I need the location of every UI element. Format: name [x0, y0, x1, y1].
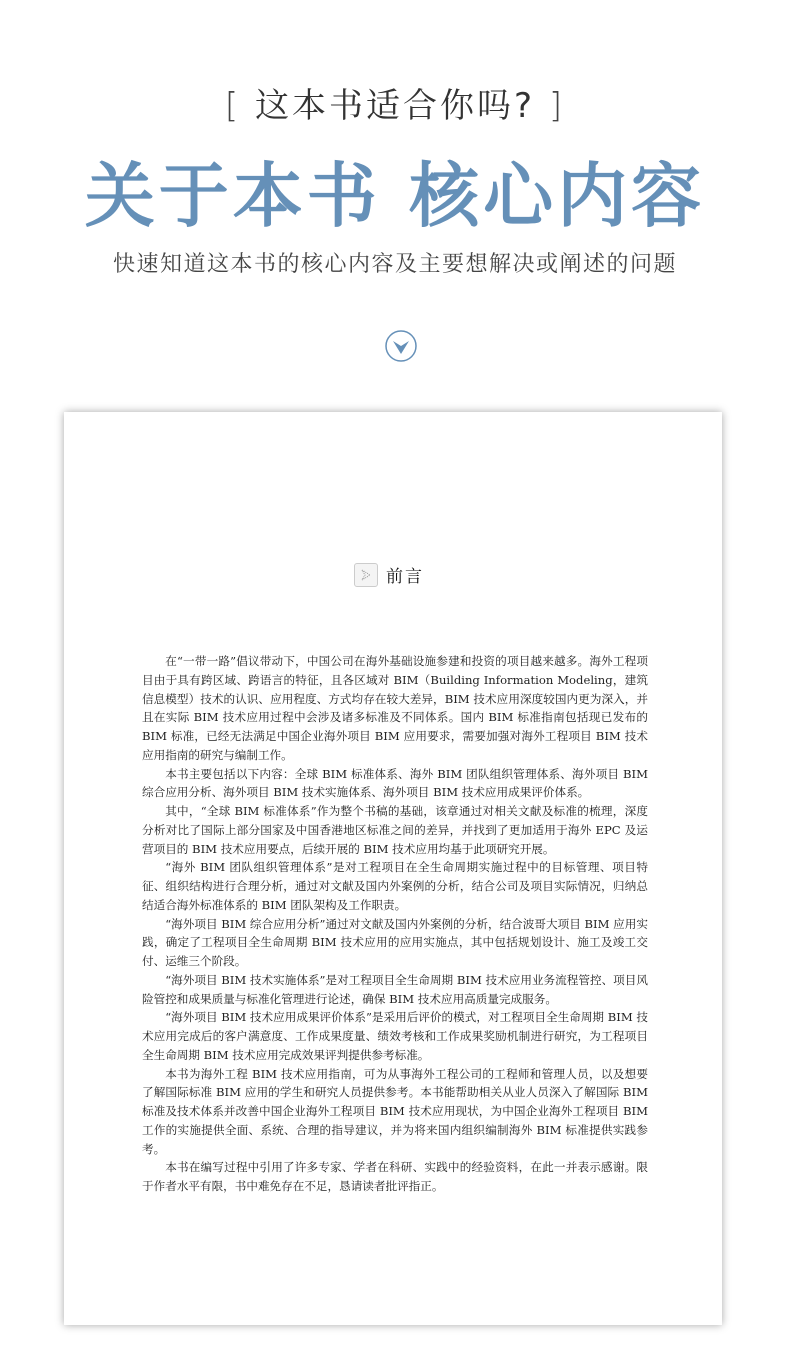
paragraph: 本书为海外工程 BIM 技术应用指南，可为从事海外工程公司的工程师和管理人员，以及想要了解国际标准 BIM 应用的学生和研究人员提供参考。本书能帮助相关从业人员深入了解国际 BIM 标准及技术体系并改善中国企业海外工程项目 BIM 技术应用现状，为中国企业海外工程项目 BIM 工作的实施提供全面、系统、合理的指导建议，并为将来国内组织编制海外 BIM 标准提供实践参考。	[142, 1066, 648, 1156]
preface-title: 前言	[386, 567, 424, 587]
paragraph: “海外项目 BIM 技术应用成果评价体系”是采用后评价的模式，对工程项目全生命周期 BIM 技术应用完成后的客户满意度、工作成果度量、绩效考核和工作成果奖励机制进行研究，为工程项目全生命周期 BIM 技术应用完成效果评判提供参考标准。	[142, 1010, 648, 1062]
paragraph: “海外 BIM 团队组织管理体系”是对工程项目在全生命周期实施过程中的目标管理、项目特征、组织结构进行合理分析，通过对文献及国内外案例的分析，结合公司及项目实际情况，归纳总结适合海外标准体系的 BIM 团队架构及工作职责。	[142, 860, 648, 912]
paragraph: “海外项目 BIM 综合应用分析”通过对文献及国内外案例的分析，结合波哥大项目 BIM 应用实践，确定了工程项目全生命周期 BIM 技术应用的应用实施点，其中包括规划设计、施工及竣工交付、运维三个阶段。	[142, 916, 648, 968]
paragraph: “海外项目 BIM 技术实施体系”是对工程项目全生命周期 BIM 技术应用业务流程管控、项目风险管控和成果质量与标准化管理进行论述，确保 BIM 技术应用高质量完成服务。	[142, 972, 648, 1006]
paragraph: 其中，“全球 BIM 标准体系”作为整个书稿的基础，该章通过对相关文献及标准的梳理，深度分析对比了国际上部分国家及中国香港地区标准之间的差异，并找到了更加适用于海外 EPC 及运营项目的 BIM 技术应用要点，后续开展的 BIM 技术应用均基于此项研究开展。	[142, 804, 648, 856]
chevron-down-circle-icon	[385, 330, 417, 362]
preface-heading	[354, 562, 424, 587]
page-title: 关于本书 核心内容	[84, 154, 706, 237]
bracket-right: ]	[548, 86, 566, 126]
page-subtitle: 快速知道这本书的核心内容及主要想解决或阐述的问题	[112, 252, 677, 277]
section-kicker	[0, 78, 790, 127]
bracket-left: [	[224, 86, 242, 126]
book-page-preview	[64, 412, 722, 1325]
kicker-text: 这本书适合你吗?	[254, 86, 536, 126]
arrow-right-icon	[354, 563, 378, 587]
preface-body	[142, 652, 648, 1196]
paragraph: 本书主要包括以下内容：全球 BIM 标准体系、海外 BIM 团队组织管理体系、海外项目 BIM 综合应用分析、海外项目 BIM 技术实施体系、海外项目 BIM 技术应用成果评价体系。	[142, 766, 648, 800]
paragraph: 本书在编写过程中引用了许多专家、学者在科研、实践中的经验资料，在此一并表示感谢。限于作者水平有限，书中难免存在不足，恳请读者批评指正。	[142, 1160, 648, 1193]
paragraph: 在“一带一路”倡议带动下，中国公司在海外基础设施参建和投资的项目越来越多。海外工程项目由于具有跨区域、跨语言的特征，且各区域对 BIM（Building Information Modeling，建筑信息模型）技术的认识、应用程度、方式均存在较大差异，BIM 技术应用深度较国内更为深入，并且在实际 BIM 技术应用过程中会涉及诸多标准及不同体系。国内 BIM 标准指南包括现已发布的 BIM 标准，已经无法满足中国企业海外项目 BIM 应用要求，需要加强对海外工程项目 BIM 技术应用指南的研究与编制工作。	[142, 654, 648, 762]
